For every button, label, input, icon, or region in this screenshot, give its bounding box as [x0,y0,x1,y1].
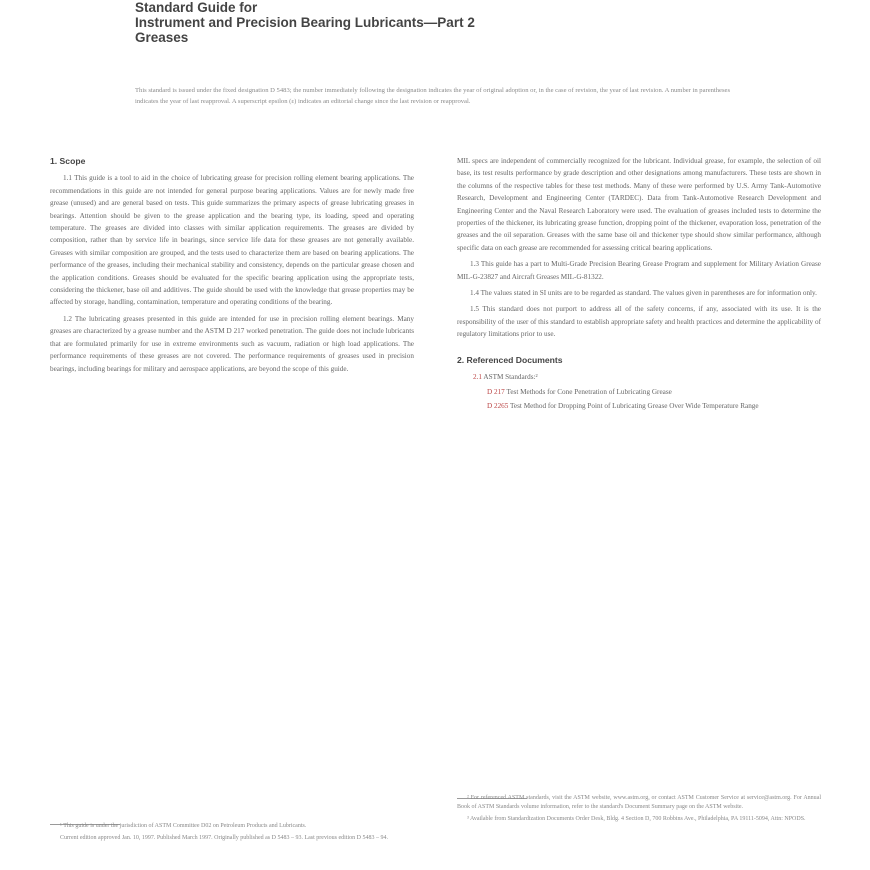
right-column [457,155,821,822]
paragraph-1-2: 1.2 The lubricating greases presented in this guide are intended for use in precision rolling element bearings. Many greases are characterized by a grease number and the ASTM D 217 worked penetration. The guide does not include lubricants that are formulated primarily for use in extreme environments such as vacuum, radiation or high load applications. The performance requirements of these greases are not covered. The performance requirements of greases used in precision bearings, including bearings for military and aerospace applications, are beyond the scope of this guide. [50,314,414,373]
title-line-2: Instrument and Precision Bearing Lubricants—Part 2 [135,15,475,30]
title-line-1: Standard Guide for [135,0,258,15]
footnote: ² For referenced ASTM standards, visit the ASTM website, www.astm.org, or contact ASTM Customer Service at service@astm.org. For Annual Book of ASTM Standards volume information, refer to the standard's Document Summary page on the ASTM website. [457,795,821,810]
designation-notice: This standard is issued under the fixed designation D 5483; the number immediately following the designation indicates the year of original adoption or, in the case of revision, the year of last revision. A number in parentheses indicates the year of last reapproval. A superscript epsilon (ε) indicates an editorial change since the last revision or reapproval. [135,87,731,105]
footnotes-left [50,822,414,846]
paragraph-1-3: 1.3 This guide has a part to Multi-Grade Precision Bearing Grease Program and supplement for Military Aviation Grease MIL-G-23827 and Aircraft Greases MIL-G-81322. [457,260,821,281]
reference-number: D 2265 [487,401,509,410]
reference-number: 2.1 [473,373,482,382]
document-title [135,0,775,45]
paragraph-1-5: 1.5 This standard does not purport to address all of the safety concerns, if any, associated with its use. It is the responsibility of the user of this standard to establish appropriate safety and health practices and determine the applicability of regulatory limitations prior to use. [457,305,821,339]
reference-title: Test Methods for Cone Penetration of Lubricating Grease [506,387,672,396]
paragraph-1-1: 1.1 This guide is a tool to aid in the choice of lubricating grease for precision rolling element bearing applications. The recommendations in this guide are not intended for general purpose bearing applications. Values are for newly made free grease (unused) and are general based on tests. This guide summarizes the primary aspects of grease lubricating greases in bearings. Attention should be given to the grease application and the bearing type, its loading, speed and operating temperature. The greases are divided into classes with similar application requirements. The greases are divided by composition, rather than by service life in bearings, since service life data for these greases are not generally available. Greases with similar composition are grouped, and the tests used to characterize them are based on bearing applications. The performance of the greases, including their mechanical stability and consistency, depends on the particular grease chosen and the application conditions. Greases should be evaluated for the specific bearing application using the appropriate tests, considering the thickener, base oil and additives. The guide should be used with the knowledge that grease properties may be affected by storage, handling, contamination, temperature and operating conditions of the bearing. [50,174,414,307]
reference-title: Test Method for Dropping Point of Lubricating Grease Over Wide Temperature Range [510,401,759,410]
reference-item [473,371,821,383]
reference-title: ASTM Standards:² [483,373,538,382]
left-column [50,155,414,841]
footnote: Current edition approved Jan. 10, 1997. Published March 1997. Originally published as D 5483 – 93. Last previous edition D 5483 – 94. [60,835,388,841]
title-line-3: Greases [135,30,189,45]
footnotes-right [457,794,821,827]
paragraph-scope-continued: MIL specs are independent of commercially recognized for the lubricant. Individual grease, for example, the selection of oil base, its test results performance by grade description and other designations among manufacturers. These tests are shown in the columns of the respective tables for these test methods. Many of these were performed by U.S. Army Tank-Automotive Research, Development and Engineering Center (TARDEC). Data from Tank-Automotive Research Development and Engineering Center and the Naval Research Laboratory were used. The evaluation of greases included tests to determine the properties of the thickener, its lubricating grease function, dropping point of the thickener, evaporation loss, penetration of the greases and the oil separation. Greases with the same base oil and thickener type should show similar performance, although specific data on each grease are recommended for assessing critical bearing applications. [457,157,821,252]
footnote: ¹ This guide is under the jurisdiction of ASTM Committee D02 on Petroleum Products and Lubricants. [60,823,307,829]
reference-item [487,386,821,398]
footnote: ³ Available from Standardization Documents Order Desk, Bldg. 4 Section D, 700 Robbins Ave., Philadelphia, PA 19111-5094, Attn: NPODS. [467,816,806,822]
section-heading-referenced-documents: 2. Referenced Documents [457,354,563,365]
section-heading-scope: 1. Scope [50,156,86,166]
paragraph-1-4: 1.4 The values stated in SI units are to be regarded as standard. The values given in parentheses are for information only. [470,289,817,298]
reference-number: D 217 [487,387,505,396]
reference-item [487,400,821,412]
